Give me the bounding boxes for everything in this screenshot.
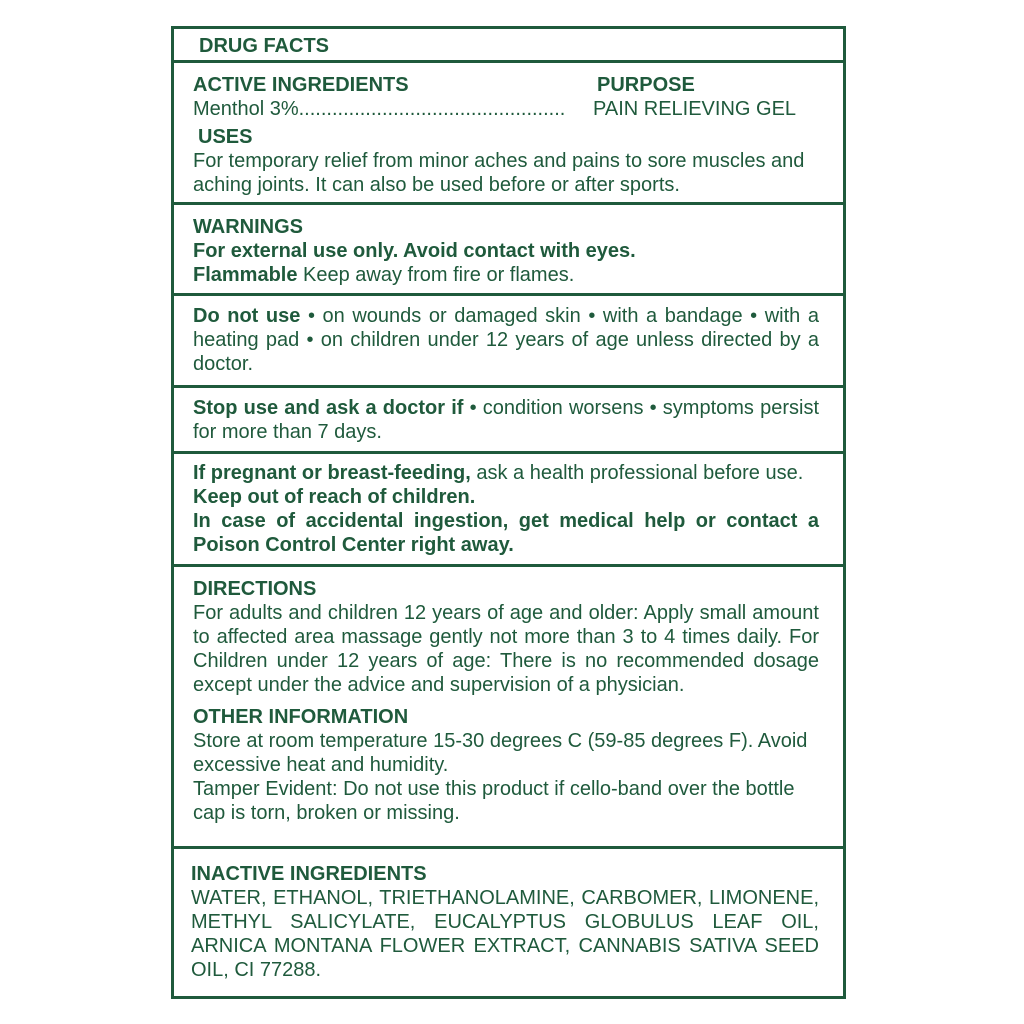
uses-heading: USES: [198, 126, 253, 148]
keep-out-of-reach: Keep out of reach of children.: [193, 486, 476, 508]
active-ingredients-section: [174, 63, 843, 205]
pregnancy-label: If pregnant or breast-feeding,: [193, 462, 471, 484]
pregnancy-advice: ask a health professional before use.: [470, 462, 804, 484]
pregnancy-section: [174, 454, 843, 567]
do-not-use-list: • on wounds or damaged skin • with a bandage • with a heating pad • on children under 12 years of age unless directed by a doctor.: [193, 305, 819, 375]
drug-facts-header: [174, 29, 843, 63]
directions-text: For adults and children 12 years of age and older: Apply small amount to affected area massage gently not more than 3 to 4 times daily. For Children under 12 years of age: There is no recommended dosage except under the advice and supervision of a physician.: [193, 602, 819, 696]
drug-facts-panel: [171, 26, 846, 999]
inactive-ingredients-heading: INACTIVE INGREDIENTS: [191, 863, 427, 885]
drug-facts-title: DRUG FACTS: [199, 35, 329, 57]
active-ingredient-purpose: PAIN RELIEVING GEL: [593, 98, 797, 120]
inactive-ingredients-text: WATER, ETHANOL, TRIETHANOLAMINE, CARBOMER, LIMONENE, METHYL SALICYLATE, EUCALYPTUS GLOBULUS LEAF OIL, ARNICA MONTANA FLOWER EXTRACT, CANNABIS SATIVA SEED OIL, CI 77288.: [191, 887, 819, 981]
inactive-ingredients-section: [174, 849, 843, 996]
stop-use-label: Stop use and ask a doctor if: [193, 397, 464, 419]
active-ingredient-row: [193, 97, 819, 121]
directions-section: [174, 567, 843, 849]
flammable-label: Flammable: [193, 264, 298, 286]
other-information-heading: OTHER INFORMATION: [193, 706, 409, 728]
directions-heading: DIRECTIONS: [193, 578, 317, 600]
do-not-use-text: [193, 304, 819, 376]
do-not-use-label: Do not use: [193, 305, 301, 327]
pregnancy-text: [193, 461, 819, 485]
warnings-heading: WARNINGS: [193, 216, 303, 238]
purpose-heading: PURPOSE: [597, 74, 695, 96]
stop-use-list: • condition worsens • symptoms persist for more than 7 days.: [193, 397, 819, 443]
stop-use-section: [174, 388, 843, 454]
active-ingredient-name: Menthol 3%: [193, 98, 299, 120]
storage-text: Store at room temperature 15-30 degrees C (59-85 degrees F). Avoid excessive heat and humidity.: [193, 730, 808, 776]
uses-text: For temporary relief from minor aches and pains to sore muscles and aching joints. It can also be used before or after sports.: [193, 150, 805, 196]
flammable-text: Keep away from fire or flames.: [297, 264, 575, 286]
active-ingredients-heading: ACTIVE INGREDIENTS: [193, 74, 409, 96]
stop-use-text: [193, 396, 819, 444]
external-use-warning: For external use only. Avoid contact with eyes.: [193, 240, 636, 262]
tamper-evident-text: Tamper Evident: Do not use this product if cello-band over the bottle cap is torn, broken or missing.: [193, 778, 795, 824]
flammable-warning: [193, 263, 819, 287]
do-not-use-section: [174, 296, 843, 388]
dot-leader: ................................................: [298, 98, 566, 120]
accidental-ingestion: In case of accidental ingestion, get medical help or contact a Poison Control Center right away.: [193, 510, 819, 556]
warnings-section: [174, 205, 843, 296]
